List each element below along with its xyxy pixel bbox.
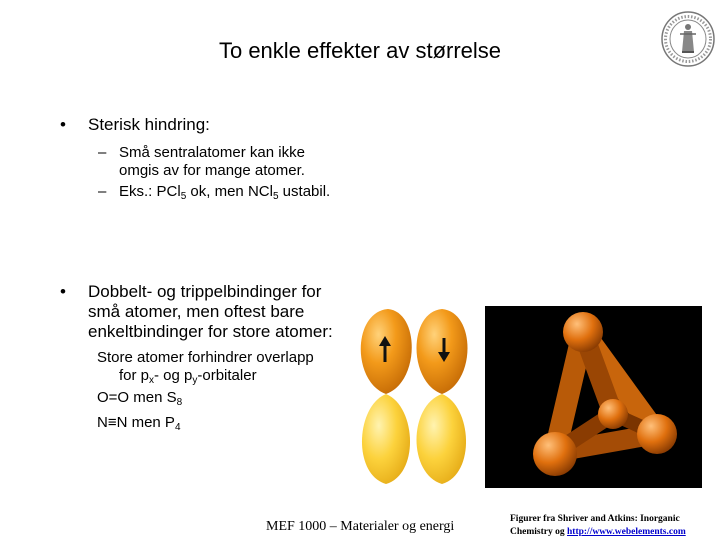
sub-item-pcl5-example: Eks.: PCl$_5$ ok, men NCl$_5$ ustabil. (119, 183, 331, 202)
figure-credit: Figurer fra Shriver and Atkins: Inorganic Chemistry og http://www.webelements.com (510, 514, 686, 537)
sub-dash: – (98, 144, 107, 161)
sub-dash: – (98, 183, 107, 200)
slide-title: To enkle effekter av størrelse (218, 38, 502, 63)
p4-tetrahedron-image (485, 306, 702, 488)
bullet-marker: • (60, 282, 66, 301)
bullet-marker: • (60, 115, 66, 134)
p-orbital-overlap-image (348, 306, 480, 486)
footer-course-name: MEF 1000 – Materialer og energi (266, 519, 455, 534)
text-store-atomer: Store atomer forhindrer overlapp for $p_x-$ og $p_y$-orbitaler O=O men $S_8$ N≡N men $P_4$ (97, 349, 314, 433)
bullet-sterisk-hindring: Sterisk hindring: (88, 115, 210, 134)
bullet-multiple-bonds: Dobbelt- og trippelbindinger for små atomer, men oftest bare enkeltbindinger for store atomer: (88, 282, 333, 341)
webelements-link[interactable]: http://www.webelements.com (567, 527, 686, 537)
sub-item-small-central-atoms: Små sentralatomer kan ikke omgis av for mange atomer. (119, 144, 305, 179)
